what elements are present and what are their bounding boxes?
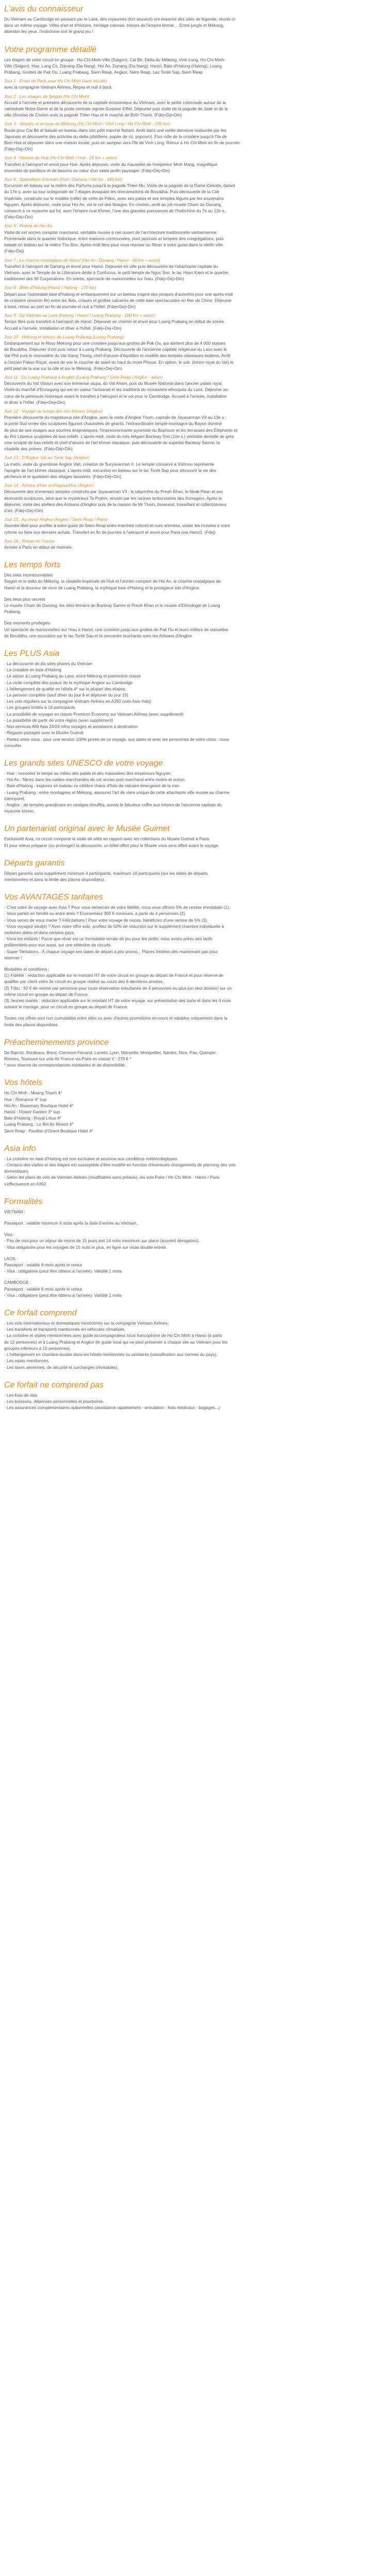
section-les-plus-asia [4,649,384,749]
text-line: - Les assurances complémentaires optionnelles (assistance rapatriement - annulation - frais médicaux - bagages...) [4,1405,220,1411]
day-heading: Jour 7 : Le charme nostalgique de Hanoï (Hoi An / Danang / Hanoï - 40 km + avion) [4,258,160,263]
text-line: - Nos services Allô Asia 24/24 infos voyages et assistance à destination [4,724,138,730]
text-line: - Le séjour à Luang Prabang au Laos, entre Mékong et patrimoine classé [4,674,141,679]
text-line: limite des places disponibles. [4,1022,59,1027]
text-line: Arrivée à Paris en début de matinée. [4,545,73,550]
text-line: à l'ancien Palais Royal, avant de voir le coucher de soleil du haut du mont Phousi. En option, le soir, (trésor royal du Vat) le [4,360,234,365]
day-heading: Jour 3 : Vergers et arroyos du Mékong (Ho Chi Minh / Vinh Long / Ho Chi Minh - 245 km) [4,122,170,127]
text-line: - Hue : remontez le temps au milieu des palais et des mausolées des empereurs Nguyen. [4,771,172,776]
text-line: (3) Jeunes mariés : réduction applicable sur le montant HT de votre voyage, sur présentation des bans et dans les 6 mois [4,998,231,1003]
text-line: (Fdej+Dej) [4,249,24,254]
section-body [4,1209,384,1299]
text-line: - Visa obligatoire pour les voyages de 15 nuits et plus, en ligne sur visas double entrée. [4,1245,168,1250]
section-body [4,1050,384,1069]
text-line: - Vous voyagez seul(e) ? Avec notre offre solo, profitez de 50% de réduction sur le supplément chambre individuelle à [4,924,224,929]
section-body [4,16,384,36]
spacer [4,1227,384,1232]
section-body [4,771,384,815]
spacer [4,615,384,620]
text-line: Excursion en bateau sur la rivière des Parfums jusqu'à la pagode Thien Mu. Visite de la pagode de la Dame Céleste, datant [4,183,235,189]
day-heading: Jour 11 : Du Luang Prabang à Angkor (Luang Prabang / Siem Reap / Angkor - avion) [4,375,163,380]
text-line: * sous réserve de correspondances existantes et de disponibilité. [4,1063,126,1068]
text-line: domestiques. [4,1169,29,1174]
text-line: Promenade dans le quartier historique, entre maisons communales, pont japonais et temples des congrégations, puis [4,236,224,241]
text-line: Prabang. [4,609,22,615]
spacer [4,591,384,597]
text-line: attention les yeux, l'Indochine sort le grand jeu ! [4,29,93,35]
spacer [4,1010,384,1015]
text-line: - La découverte de dix sites phares du Vietnam [4,662,92,667]
section-un-partenariat-original-avec-le-musee-guimet [4,824,384,849]
text-line: Du Vietnam au Cambodge en passant par le Laos, des royaumes (fort souvent) ont essaimé des sites de légende, réunis ici [4,17,236,22]
section-title: Ce forfait ne comprend pas [4,1380,104,1389]
text-line: de croisière (environ 4h) entre les îlots, criques et grottes calcaires de cette baie spectaculaire en Mer de Chine. Déjeuner [4,298,232,303]
text-line: Siem Reap : Pavillon d'Orient Boutique Hotel 4* [4,1128,93,1133]
text-line: Luang Prabang : Le Bel Air Resort 4* [4,1122,74,1127]
text-line: Saigon et le delta du Mékong, la citadelle impériale de Hué et l'ancien comptoir de Hoi An, le charme nostalgique de [4,579,221,584]
text-line: Route pour Cai Bè et balade en bateau dans son petit marché flottant. Arrêt dans une vieille demeure restaurée par les [4,128,226,133]
day-heading: Jour 16 : Retour en France. [4,538,56,544]
day-heading: Jour 9 : Du Vietnam au Laos (Halong / Hanoï / Luang Prabang - 180 km + avion) [4,313,155,318]
text-line: rose sculpté de bas-reliefs et chef-d'œuvre de l'art khmer classique, puis découverte du superbe Banteay Samre, la [4,440,220,445]
text-line: Vietnam, avec le Temple de la Littérature dédié à Confucius, le petit temple de Ngoc Son, le lac Hoan Kiem et le quartier [4,270,229,275]
text-line: préférentiels pour eux aussi, sur une sélection de circuits. [4,943,112,948]
text-line: dans un même voyage. Villes d'art et d'histoire, héritage colonial, trésors de l'empire khmer… Entre jungle et Mékong, [4,23,224,28]
section-asia-info [4,1144,384,1188]
text-line: Des moments privilégiés [4,621,51,626]
text-line: d'art. (Fdej+Dej+Din) [4,509,43,514]
text-line: - Les groupes limités à 18 participants [4,705,75,710]
section-title: L'avis du connaisseur [4,5,84,13]
day-heading: Jour 10 : Mékong et trésors de Luang Prabang (Luang Prabang) [4,334,125,340]
text-line: Nguyen. Après déjeuner, route pour Hoi An, via le col des Nuages. En chemin, arrêt au joli musée Cham de Danang, [4,202,222,207]
text-line: Ho Chi Minh : Maang Thanh 4* [4,1091,62,1096]
text-line: Ville (Saigon), Hue, Lang Co, Danang (Da Nang), Hoi An, Danang (Da Nang), Hanoï, Baie d'Halong (Halong), Luang [4,63,222,69]
text-line: groupes inférieurs à 10 personnes). [4,1346,71,1351]
text-line: ville chinoise de Cholon avec la pagode Thien Hau et le marché de Binh Thanh. (Fdej+Dd+Din) [4,113,182,118]
text-line: cœur de la péninsule historique avant le transfert à l'aéroport et le vol pour le Cambodge. Accueil à l'arrivée, installation [4,394,227,399]
section-ce-forfait-comprend [4,1308,384,1371]
spacer [4,961,384,967]
text-line: - Les vols internationaux et domestiques mentionnés sur la compagnie Vietnam Airlines. [4,1321,169,1326]
section-les-grands-sites-unesco-de-votre-voyage [4,758,384,815]
text-line: Rennes, Toulouse sur vols Air France via Paris en classe V : 270 € * [4,1057,132,1061]
text-line: - Baie d'Halong : explorez en bateau ce célèbre chaos d'îlots de calcaire émergeant de la mer. [4,784,181,789]
text-line: et dîner à l'hôtel. (Fdej+Dej+Din) [4,400,66,405]
text-line: pêcheurs et le quotidien des villages lacustres. (Fdej+Dej+Din) [4,474,122,479]
section-title: Asia info [4,1144,36,1153]
text-line: - Certains des visites et des étapes est susceptible d'être modifié en fonction d'éventuels changements de planning des vols [4,1163,236,1168]
text-line: CAMBODGE : [4,1280,31,1285]
text-line: - Les boissons, dépenses personnelles et pourboires. [4,1399,104,1404]
text-line: Départ garantis sans supplément minimum 4 participants, maximum 16 participants (sur les dates de départs [4,871,208,876]
section-title: Départs garantis [4,858,65,868]
spacer [4,1215,384,1221]
day-heading: Jour 15 : Au revoir Angkor (Angkor / Siem Reap / Paris) [4,517,108,522]
text-line: cathédrale Notre-Dame et de la poste centrale signée Gustave Eiffel. Déjeuner puis visite de la pagode de Jade et de la [4,107,228,112]
text-line: Embarquement sur le Nouy Mekong pour une croisière jusqu'aux grottes de Pak Ou, qui abritent plus de 4 000 statues [4,341,225,346]
text-line: citadelle des prières. (Fdej+Dej+Din) [4,447,73,452]
text-line: Visite du marché d'Ennagung qui est en valeur l'artisanat et les traditions du monastère ethniques du Laos. Déjeuner au [4,387,229,393]
text-line: Exclusivité Asia, ce circuit comporte la visite de sites en rapport avec les collections du Musée Guimet à Paris. [4,837,210,842]
text-line: - Vous partez en famille ou entre amis ? Économisez 300 € minimum, à partir de 4 personnes (2). [4,911,186,917]
text-line: Visite de cet ancien comptoir marchand, véritable musée à ciel ouvert de l'architecture traditionnelle vietnamienne. [4,230,218,235]
text-line: Visa : [4,1232,15,1238]
text-line: Passeport : valable 6 mois après le retour. [4,1263,83,1268]
section-body [4,1393,384,1412]
text-line: la porte Sud ornée des sculptures figurant chaussées de géants, l'extraordinaire temple-montagne du Bayon dominé [4,421,222,427]
text-line: Passeport : valable 6 mois après le retour. [4,1286,83,1292]
section-title: Préacheminements province [4,1038,109,1047]
text-line: VIETNAM : [4,1209,25,1214]
text-line: Temps libre puis transfert à l'aéroport de Hanoï. Déjeuner en chemin et envol pour Luang Prabang en début de soirée. [4,319,225,325]
text-line: Départ pour l'admirable baie d'Halong et embarquement sur un bateau inspiré des jonques d'autrefois pour une après-midi [4,292,233,297]
text-line: - La possibilité de voyager en classe Premium Economy sur Vietnam Airlines (avec supplément) [4,711,184,717]
text-line: Hoi An : Rosemary Boutique Hotel 4* [4,1103,74,1108]
text-line: Accueil à l'arrivée, installation et dîner à l'hôtel. (Fdej+Dej+Din) [4,326,122,331]
text-line: Des lieux plus secrets [4,597,45,602]
text-line: Hanoï : Flower Garden 3* sup [4,1110,60,1115]
day-heading: Jour 6 : Poésie de Hoi An [4,224,52,229]
text-line: Baie d'Halong : Royal Lotus 4* [4,1116,61,1121]
text-line: - Partez entre vous : pour une version 100% privée de ce voyage, aux dates et avec les personnes de votre choix : nous [4,737,229,742]
section-title: Un partenariat original avec le Musée Guimet [4,824,170,834]
day-heading: Jour 12 : Voyage au temps des rois khmers (Angkor) [4,409,103,414]
text-line: s'effectueront en A350. [4,1181,47,1187]
text-line: l'apogée de l'art khmer classique. L'après-midi, excursion en bateau sur le lac Tonlé Sap pour découvrir la vie des [4,468,216,473]
text-line: de plus de ses visages aux sourires énigmatiques, l'impressionnante pyramide du Baphuon et les terrasses des Éléphants et [4,428,238,433]
section-body [4,871,384,883]
text-line: Hanoï et la douceur de vivre de Luang Prabang, la mythique baie d'Halong et le prodigieux site d'Angkor. [4,585,200,590]
section-title: Les temps forts [4,561,61,570]
section-vos-hotels [4,1078,384,1134]
spacer [4,1275,384,1280]
text-line: (Fdej+Dej+Din) [4,147,33,152]
text-line: - Luang Prabang : entre montagnes et Mékong, savourez l'art de vivre unique de cette attachante ville musée au charme [4,790,230,795]
text-line: - La visite complète des joyaux de la mythique Angkor au Cambodge [4,680,133,685]
text-line: - Les vols réguliers sur la compagnie Vietnam Airlines en A350 (vols Asia Indo) [4,699,151,704]
text-line: de Bouddha, une excursion sur le lac Tonlé Sap et la rencontre touchante avec les Artisans d'Angkor. [4,633,193,638]
day-heading: Jour 8 : Belle d'Halong (Hanoï / Halong - 170 km) [4,285,96,291]
spacer [4,1251,384,1256]
section-body [4,836,384,849]
text-line: Et pour mieux préparer (ou prolonger) la découverte, un billet offert pour le Musée vous sera offert avant le voyage. [4,843,220,848]
text-line: (1) Fidélité : réduction applicable sur le montant HT de votre circuit en groupe au départ de France et pour réserve de [4,973,223,978]
text-line: - Angkor : de temples grandioses en vestiges étouffés, suivez le fabuleux coffre aux trésors de l'ancienne capitale du [4,802,222,807]
text-line: - Vivre les enfants ! Parce que rêver est un formidable terrain de jeu pour les petits, nous avons prévu des tarifs [4,937,213,942]
text-line: LAOS : [4,1256,18,1261]
text-line: déjeuner, visite des ateliers des Artisans d'Angkor puis de la maison de Mr Thom, tisserand, travaillant et collectionneur [4,502,227,507]
text-line: royaume khmer. [4,809,35,814]
text-line: balade en bateau sur la rivière Thu Bon. Après-midi libre pour vous reposer ou flâner à votre guise dans la vieille ville. [4,243,224,248]
text-line: - C'est votre 3e voyage avec Asia ? Pour vous remercier de votre fidélité, nous vous offrons 5% de remise immédiate (1). [4,905,230,910]
text-line: Passeport : valable minimum 6 mois après la date d'entrée au Vietnam. [4,1221,138,1226]
text-line: rythme ou faire vos derniers achats. Transfert en fin de journée à l'aéroport et envol pour Paris (via Hanoï). (Fdej) [4,530,216,535]
text-line: La matin, visite du grandiose Angkor Vatt, création de Suryavarman II. Le temple consacré à Vishnou représente [4,462,215,467]
section-title: Vos AVANTAGES tarifaires [4,893,103,902]
text-line: - Pas de visa pour un séjour de moins de 15 jours soit 14 nuits maximum sur place (souvent dérogation). [4,1239,200,1244]
text-line: étonnants sculptures, ainsi que le mystérieux Ta Prohm, envahi par les racines tentaculaires des fromagers. Après le [4,496,222,501]
text-line: - La possibilité de partir de votre région (avec supplément) [4,718,113,723]
text-line: Les étapes de votre circuit en groupe : Ho-Chi-Minh-Ville (Saigon), Cai Bè, Delta du Mékong, Vinh Long, Ho-Chi-Minh- [4,57,225,62]
text-line: Journée libre pour profiter à votre guise de Siem Reap entre marchés colorés et rues animées, visiter les musées à votre [4,523,230,529]
text-line: Transfert à l'aéroport et envol pour Hué. Après déjeuner, visite du mausolée de l'empereur Minh Mang, magnifique [4,162,218,167]
section-l-avis-du-connaisseur [4,4,384,36]
section-formalites [4,1197,384,1299]
text-line: - Les transferts et transports mentionnés en véhicules climatisés. [4,1327,126,1332]
section-title: Votre programme détaillé [4,45,97,54]
section-body [4,1156,384,1188]
text-line: réserver ! [4,955,22,960]
day-heading: Jour 14 : Artistes d'hier et d'aujourd'hui (Angkor) [4,483,94,488]
text-line: Hue : Romance 4* sup [4,1097,47,1102]
section-title: Formalités [4,1197,43,1206]
day-heading: Jour 2 : Les visages de Saïgon (Ho Chi Minh) [4,94,90,99]
text-line: du Roi Lépreux sculptées de bas-reliefs. L'après-midi, visite du très élégant Banteay Srei (10e s.) véritable dentelle de grès [4,434,234,439]
text-line: traditionnel des 36 Corporations. En soirée, spectacle de marionnettes sur l'eau. (Fdej+Dej+Din) [4,277,184,282]
day-heading: Jour 13 : D'Angkor Vat au Tonlé Sap (Angkor) [4,455,90,461]
text-line: Première découverte du majestueux site d'Angkor, avec la visite d'Angkor Thom, capitale de Jayavarman VII au 13e s : [4,415,226,420]
text-line: Binh Hoa et déjeuner dans une maison locale, puis en sampan vers l'île de Vinh Long. Retour à Ho Chi Minh en fin de journée. [4,141,241,146]
section-votre-programme-detaille [4,45,384,551]
text-line: - Les repas mentionnés. [4,1359,50,1364]
text-line: Toutes ces offres sont non cumulables entre elles ou avec d'autres promotions en cours et valables uniquement dans la [4,1016,227,1021]
text-line: - Les frais de visa [4,1393,38,1398]
text-line: certaines dates et dans certains pays. [4,930,75,935]
text-line: Le musée Cham de Danang, les sites khmers de Banteay Samre et Preah Khan et le musée d'Ethnologie de Luang [4,603,220,608]
text-line: - Selon les plans de vols de Vietnam Airlines (modifiables sans préavis), les vols Paris / Ho Chi Minh - Hanoï / Paris [4,1175,220,1180]
text-line: - La pension complète (sauf dîner du jour 6 et déjeuner du jour 15) [4,693,128,698]
text-line: même circuit en groupe au départ de France. [4,992,89,997]
day-heading: Jour 4 : Histoire de Hué (Ho Chi Minh / Hué - 25 km + avion) [4,156,118,161]
text-line: - Hoi An : flânez dans les ruelles marchandes de cet ancien port marchand entre rivière et océan. [4,777,186,783]
text-line: Impériale, construite sur le modèle (celle) de cette de Pékin, avec ses palais et ses temples légués par les souverains [4,196,224,201]
text-line: qualifier par client votre 3e circuit en groupe réalisé au cours des 6 dernières années. [4,979,164,985]
section-title: Les grands sites UNESCO de votre voyage [4,758,163,768]
text-line: - La croisière et visites mentionnées avec guide accompagnateur local francophone de Ho Chi Minh à Hanoï (à partir [4,1333,222,1338]
text-line: du 17e s, avec sa tour octogonale de 7 étages évoquant les réincarnations de Bouddha. Puis découverte de la Cité [4,190,219,195]
text-line: - Regards partagés avec le Musée Guimet [4,731,84,736]
text-line: De Biarritz, Bordeaux, Brest, Clermont-Ferrand, Lorient, Lyon, Marseille, Montpellier, Nantes, Nice, Pau, Quimper, [4,1050,217,1055]
section-preacheminements-province [4,1038,384,1069]
text-line: suivant le mariage, pour un circuit en groupe au départ de France. [4,1005,128,1010]
text-line: ensemble de pavillons et de bassins au cœur d'un vaste jardin paysager. (Fdej+Dej+Din) [4,168,170,173]
text-line: petit pied de la vue sur la cité et sur le Mékong. (Fdej+Dej+Din) [4,366,122,371]
text-line: - Super Tentations : À chaque voyage ses dates de départ à prix promo... Places limitées dès maintenant pas pour [4,949,218,954]
text-line: - La croisière en baie d'Halong est non exclusive et soumise aux conditions météorologiques. [4,1156,178,1161]
text-line: mentionnées et dans la limite des places disponibles). [4,877,105,882]
text-line: de 12 personnes) et à Luang Prabang et Angkor (le guide local qui ne peut présenter à chaque site au Vietnam pour les [4,1340,228,1345]
section-title: Les PLUS Asia [4,649,60,658]
text-line: Modalités et conditions : [4,967,50,972]
section-title: Ce forfait comprend [4,1309,77,1318]
section-vos-avantages-tarifaires [4,892,384,1028]
section-body [4,905,384,1028]
text-line: - Visa : obligatoire (peut être obtenu à l'arrivée). Validité 1 mois [4,1269,122,1274]
day-heading: Jour 1 : Envol de Paris pour Ho Chi Minh (sans escale) [4,79,107,84]
text-line: Accueil à l'arrivée et première découverte de la capitale économique du Vietnam, avec le petite colonnade autour de la [4,100,226,105]
text-line: Japonais et découverte des activités du delta (distillerie, papier de riz, popcorn). Flux rafle de la croisière jusqu'à l'île de [4,134,227,139]
text-line: Découverte du Vat Visoun avec son immense stupa, du Vat Aham, puis du Musée National dans l'ancien palais royal. [4,381,223,386]
text-line: (2) Tribu : 50 € de remise par personne pour toute réservation simultanée de 4 personnes ou plus (un seul dossier) sur un [4,986,232,991]
text-line: Des sites incontournables [4,573,53,578]
text-line: Vat Phô puis le monastère du Vat Xiang Thong, chef-d'œuvre d'équilibre et modèle des temples classiques laotiens. Arrêt [4,353,231,359]
text-line: - L'hébergement en chambre double dans les hôtels mentionnés ou similaires (classification aux normes du pays). [4,1352,218,1358]
text-line: avec la compagnie Vietnam Airlines. Repas et nuit à bord. [4,85,112,90]
text-line: Transfert à l'aéroport de Danang et envol pour Hanoï. Déjeuner en ville puis découverte de l'attachante capitale du [4,264,218,269]
text-line: Prabang, Grottes de Pak Ou, Luang Prabang, Siem Reap, Angkor, Siem Reap, Lac Tonlé Sap, Siem Reap [4,70,203,75]
section-les-temps-forts [4,560,384,639]
text-line: - Les taxes aériennes, de sécurité et surcharges (révisables). [4,1365,119,1370]
day-heading: Jour 5 : Splendeurs d'Annam (Hué / Danang / Hoi An - 145 km) [4,177,122,182]
text-line: - L'hébergement de qualité en hôtels 4* sur la plupart des étapes [4,686,125,691]
section-title: Vos hôtels [4,1078,43,1088]
section-body [4,572,384,639]
text-line: - Visa : obligatoire (peut être obtenu à l'arrivée). Validité 1 mois [4,1293,122,1298]
section-ce-forfait-ne-comprend-pas [4,1380,384,1412]
text-line: (Fdej+Dej+Din) [4,215,33,220]
text-line: Un spectacle de marionnettes sur l'eau à Hanoï, une croisière jusqu'aux grottes de Pak Ou et leurs milliers de statuettes [4,627,229,632]
text-line: de Bouddha. Déjeuner d'ont puis retour à Luang Prabang. Découverte de l'ancienne capitale religieuse du Laos avec le [4,347,227,352]
text-line: consulter. [4,743,23,748]
section-departs-garantis [4,858,384,883]
text-line: consacré à ce royaume qui fut, avec l'empire rival Khmer, l'une des grandes puissances de l'Indochine du 7e au 12e s. [4,209,225,214]
text-line: à bord, retour au port en fin de journée et nuit à l'hôtel. (Fdej+Dej+Din) [4,304,136,309]
section-body [4,661,384,749]
section-body [4,1090,384,1134]
section-body [4,57,384,551]
text-line: - Vous venez de vous marier ? Félicitations ! Pour votre voyage de noces, bénéficiez d'une remise de 5% (3). [4,918,208,923]
section-body [4,1320,384,1371]
text-line: Découverte des immenses temples construits par Jayavarman VII : le labyrinthe du Preah Khan, le Neak Pean et ses [4,489,223,495]
text-line: intemporel. [4,796,25,801]
text-line: - La croisière en baie d'Halong [4,668,61,673]
